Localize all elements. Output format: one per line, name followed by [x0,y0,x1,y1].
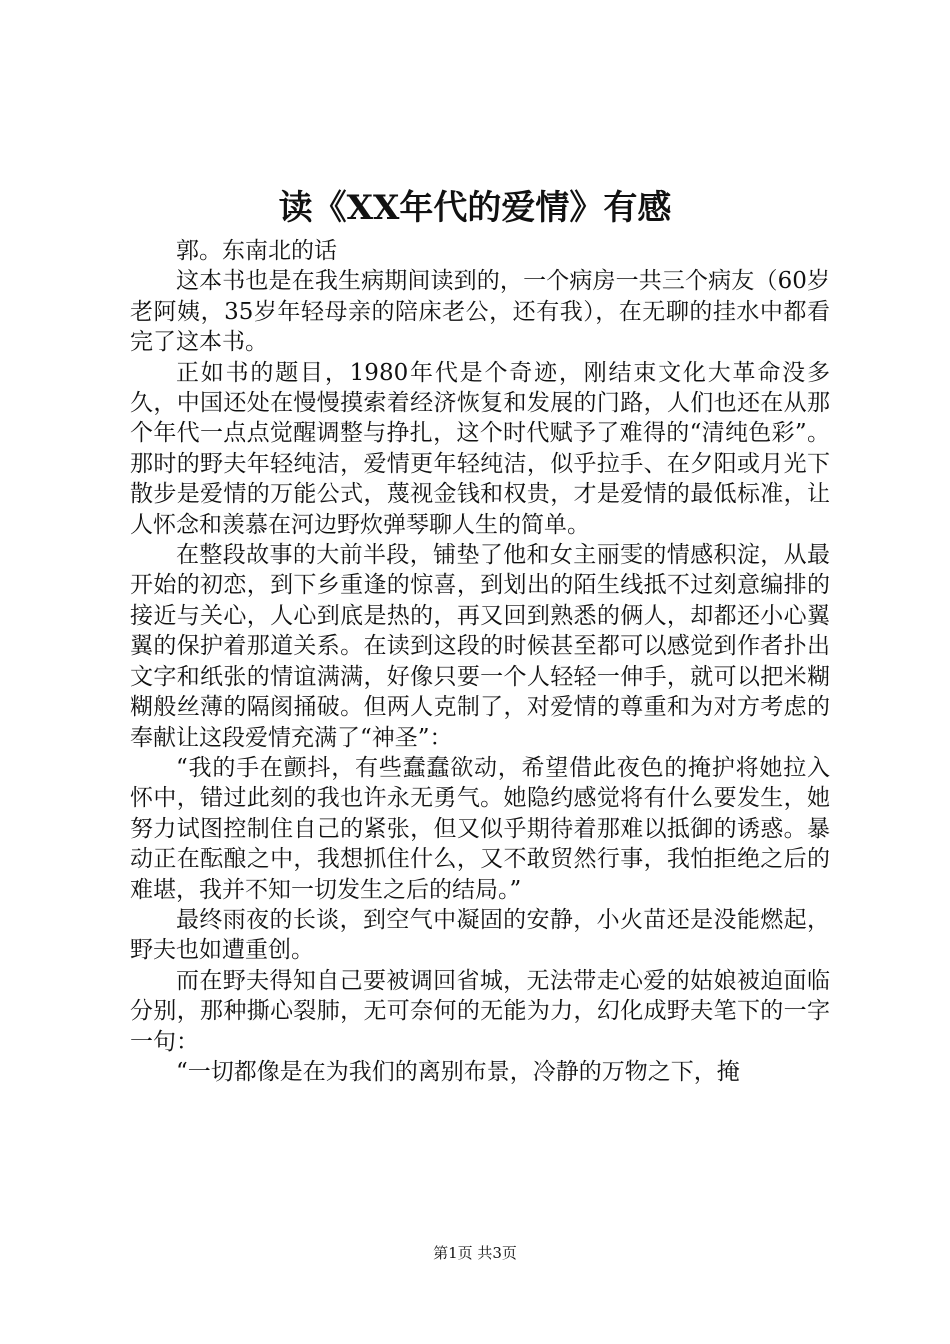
paragraph: 最终雨夜的长谈，到空气中凝固的安静，小火苗还是没能燃起，野夫也如遭重创。 [130,906,830,964]
paragraph-author: 郭。东南北的话 [176,238,337,264]
page-footer: 第1页 共3页 [433,1244,517,1262]
document-body [130,236,830,1087]
paragraph: 这本书也是在我生病期间读到的，一个病房一共三个病友（60岁老阿姨，35岁年轻母亲的陪床老公，还有我），在无聊的挂水中都看完了这本书。 [130,268,830,356]
paragraph: 正如书的题目，1980年代是个奇迹，刚结束文化大革命没多久，中国还处在慢慢摸索着经济恢复和发展的门路，人们也还在从那个年代一点点觉醒调整与挣扎，这个时代赋予了难得的“清纯色彩”。那时的野夫年轻纯洁，爱情更年轻纯洁，似乎拉手、在夕阳或月光下散步是爱情的万能公式，蔑视金钱和权贵，才是爱情的最低标准，让人怀念和羡慕在河边野炊弹琴聊人生的简单。 [130,359,830,538]
paragraph: 而在野夫得知自己要被调回省城，无法带走心爱的姑娘被迫面临分别，那种撕心裂肺，无可奈何的无能为力，幻化成野夫笔下的一字一句： [130,967,830,1055]
quote-paragraph: “一切都像是在为我们的离别布景，冷静的万物之下，掩 [176,1058,740,1085]
quote-paragraph: “我的手在颤抖，有些蠢蠢欲动，希望借此夜色的掩护将她拉入怀中，错过此刻的我也许永无勇气。她隐约感觉将有什么要发生，她努力试图控制住自己的紧张，但又似乎期待着那难以抵御的诱惑。暴动正在酝酿之中，我想抓住什么，又不敢贸然行事，我怕拒绝之后的难堪，我并不知一切发生之后的结局。” [130,754,830,903]
page-title: 读《XX年代的爱情》有感 [278,188,672,228]
paragraph: 在整段故事的大前半段，铺垫了他和女主丽雯的情感积淀，从最开始的初恋，到下乡重逢的惊喜，到划出的陌生线抵不过刻意编排的接近与关心，人心到底是热的，再又回到熟悉的俩人，却都还小心翼翼的保护着那道关系。在读到这段的时候甚至都可以感觉到作者扑出文字和纸张的情谊满满，好像只要一个人轻轻一伸手，就可以把米糊糊般丝薄的隔阂捅破。但两人克制了，对爱情的尊重和为对方考虑的奉献让这段爱情充满了“神圣”： [130,542,830,751]
